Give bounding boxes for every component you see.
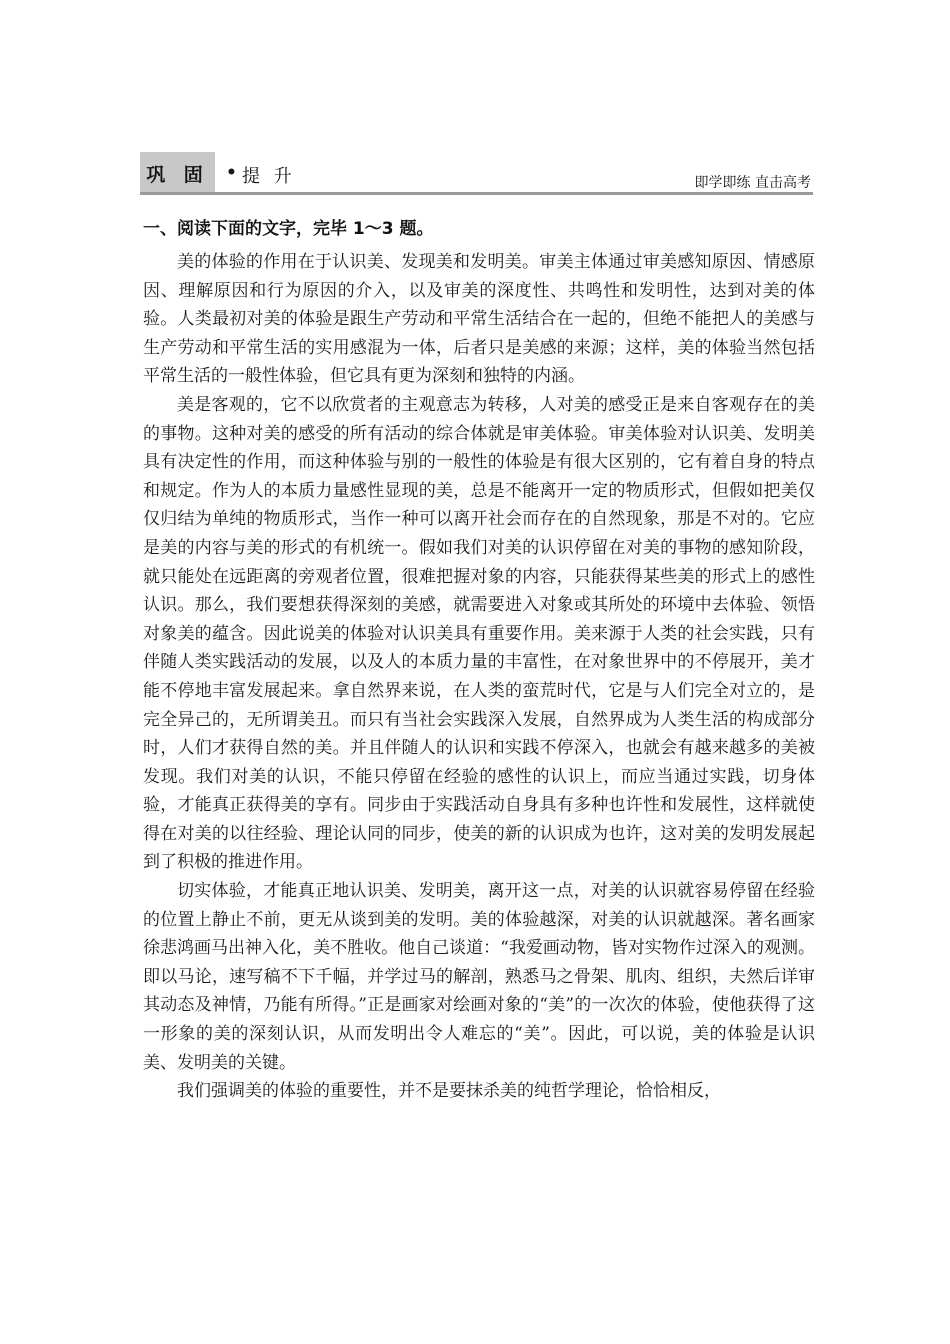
bullet-icon: • <box>226 163 237 183</box>
paragraph-4: 我们强调美的体验的重要性，并不是要抹杀美的纯哲学理论，恰恰相反， <box>177 1081 721 1102</box>
header-divider <box>140 192 813 195</box>
section-tagline: 即学即练 直击高考 <box>694 175 811 191</box>
paragraph-2: 美是客观的，它不以欣赏者的主观意志为转移，人对美的感受正是来自客观存在的美的事物。这种对美的感受的所有活动的综合体就是审美体验。审美体验对认识美、发明美具有决定性的作用，而这种体验与别的一般性的体验是有很大区别的，它有着自身的特点和规定。作为人的本质力量感性显现的美，总是不能离开一定的物质形式，但假如把美仅仅归结为单纯的物质形式，当作一种可以离开社会而存在的自然现象，那是不对的。它应是美的内容与美的形式的有机统一。假如我们对美的认识停留在对美的事物的感知阶段，就只能处在远距离的旁观者位置，很难把握对象的内容，只能获得某些美的形式上的感性认识。那么，我们要想获得深刻的美感，就需要进入对象或其所处的环境中去体验、领悟对象美的蕴含。因此说美的体验对认识美具有重要作用。美来源于人类的社会实践，只有伴随人类实践活动的发展，以及人的本质力量的丰富性，在对象世界中的不停展开，美才能不停地丰富发展起来。拿自然界来说，在人类的蛮荒时代，它是与人们完全对立的，是完全异己的，无所谓美丑。而只有当社会实践深入发展，自然界成为人类生活的构成部分时，人们才获得自然的美。并且伴随人的认识和实践不停深入，也就会有越来越多的美被发现。我们对美的认识，不能只停留在经验的感性的认识上，而应当通过实践，切身体验，才能真正获得美的享有。同步由于实践活动自身具有多种也许性和发展性，这样就使得在对美的以往经验、理论认同的同步，使美的新的认识成为也许，这对美的发明发展起到了积极的推进作用。 <box>143 394 815 873</box>
paragraph-3: 切实体验，才能真正地认识美、发明美，离开这一点，对美的认识就容易停留在经验的位置上静止不前，更无从谈到美的发明。美的体验越深，对美的认识就越深。著名画家徐悲鸿画马出神入化，美不胜收。他自己谈道：“我爱画动物，皆对实物作过深入的观测。即以马论，速写稿不下千幅，并学过马的解剖，熟悉马之骨架、肌肉、组织，夫然后详审其动态及神情，乃能有所得。”正是画家对绘画对象的“美”的一次次的体验，使他获得了这一形象的美的深刻认识，从而发明出令人难忘的“美”。因此，可以说，美的体验是认识美、发明美的关键。 <box>143 881 815 1073</box>
reading-passage <box>143 248 815 1106</box>
section-label-box: 巩 固 <box>140 152 215 194</box>
section-header <box>140 152 813 194</box>
paragraph-1: 美的体验的作用在于认识美、发现美和发明美。审美主体通过审美感知原因、情感原因、理解原因和行为原因的介入，以及审美的深度性、共鸣性和发明性，达到对美的体验。人类最初对美的体验是跟生产劳动和平常生活结合在一起的，但绝不能把人的美感与生产劳动和平常生活的实用感混为一体，后者只是美感的来源；这样，美的体验当然包括平常生活的一般性体验，但它具有更为深刻和独特的内涵。 <box>143 252 815 387</box>
section-subtitle: 提 升 <box>242 166 296 187</box>
question-title: 一、阅读下面的文字，完毕 1～3 题。 <box>143 219 434 239</box>
